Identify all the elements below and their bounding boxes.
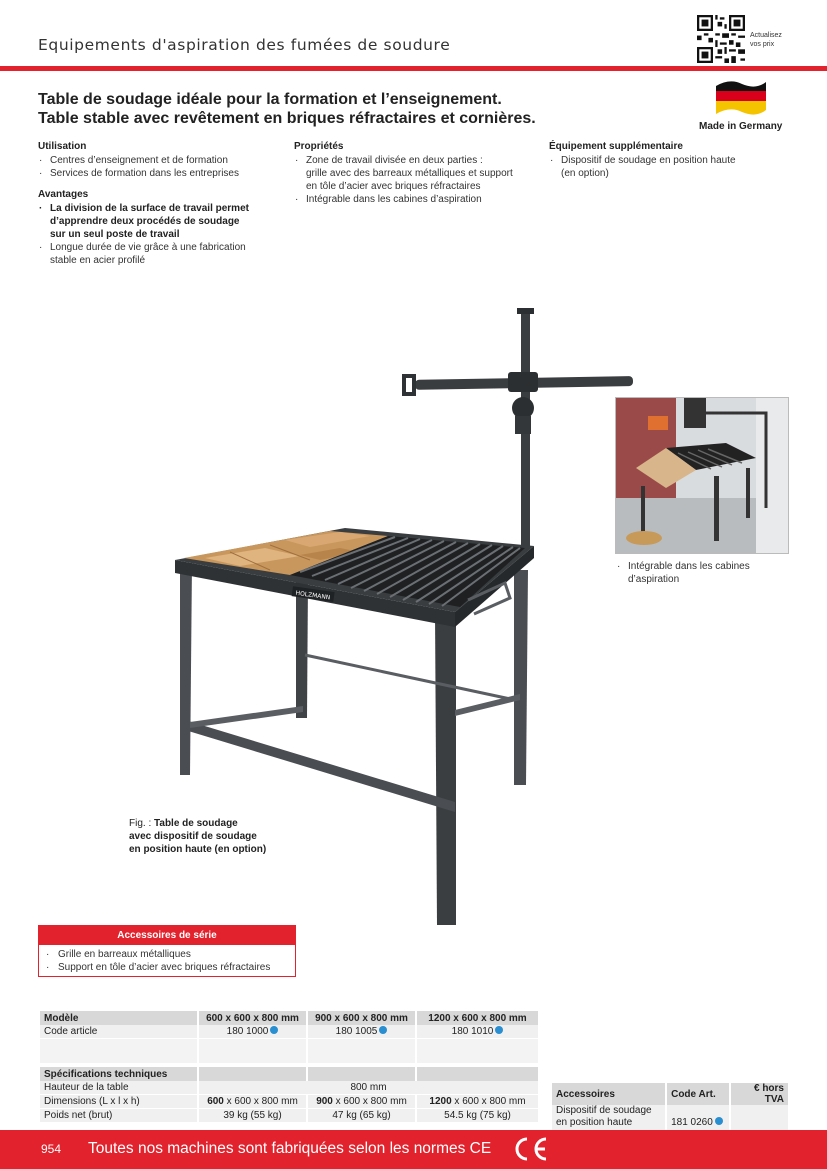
proprietes-item xyxy=(294,154,544,193)
accessory-name-line: Dispositif de soudage xyxy=(556,1105,652,1116)
proprietes-item-line: grille avec des barreaux métalliques et support xyxy=(306,168,513,179)
product-headline xyxy=(38,90,536,128)
equipement-heading: Équipement supplémentaire xyxy=(549,141,683,152)
fig-caption-line3: en position haute (en option) xyxy=(129,844,267,855)
footer-text: Toutes nos machines sont fabriquées selon les normes CE xyxy=(88,1140,492,1157)
headline-line1: Table de soudage idéale pour la formation et l’enseignement. xyxy=(38,91,502,108)
avantages-item xyxy=(38,202,278,241)
column-proprietes xyxy=(294,140,544,206)
avantages-heading: Avantages xyxy=(38,189,89,200)
standard-accessories-title: Accessoires de série xyxy=(39,926,295,945)
equipement-item-line: · Dispositif de soudage en position haute xyxy=(561,155,736,166)
code-cell[interactable] xyxy=(199,1025,306,1039)
specification-table xyxy=(38,1011,540,1123)
photo-caption xyxy=(616,560,750,586)
proprietes-item-line: · Zone de travail divisée en deux parties : xyxy=(306,155,483,166)
brand-plate-text: HOLZMANN xyxy=(295,589,331,602)
accessory-code[interactable] xyxy=(667,1105,728,1130)
dimensions-cell xyxy=(308,1095,415,1109)
fig-prefix: Fig. : xyxy=(129,818,155,829)
headline-line2: Table stable avec revêtement en briques réfractaires et cornières. xyxy=(38,110,536,127)
dimensions-label: Dimensions (L x l x h) xyxy=(40,1095,197,1109)
dimension-length: 600 xyxy=(207,1096,224,1107)
dimensions-cell xyxy=(199,1095,306,1109)
installed-in-booth-photo xyxy=(615,397,789,554)
dimension-rest: x 600 x 800 mm xyxy=(451,1096,526,1107)
utilisation-heading: Utilisation xyxy=(38,141,87,152)
code-value: 180 1000 xyxy=(226,1026,269,1037)
accessory-code-value: 181 0260 xyxy=(671,1117,713,1128)
accessory-price xyxy=(731,1105,788,1130)
booth-photo-image xyxy=(616,398,789,554)
page-header-title: Equipements d'aspiration des fumées de soudure xyxy=(38,36,451,54)
avantages-item-line: · La division de la surface de travail permet xyxy=(50,203,249,214)
price-header: € hors TVA xyxy=(731,1083,788,1105)
code-cell[interactable] xyxy=(308,1025,415,1039)
info-dot-icon[interactable] xyxy=(715,1117,723,1125)
table-row xyxy=(40,1051,538,1063)
accessory-name-line: en position haute xyxy=(556,1117,633,1128)
proprietes-heading: Propriétés xyxy=(294,141,344,152)
qr-code-icon[interactable] xyxy=(697,15,745,63)
header-red-rule xyxy=(0,66,827,71)
dimension-length: 900 xyxy=(316,1096,333,1107)
table-row xyxy=(40,1067,538,1081)
column-equipement xyxy=(549,140,789,180)
standard-accessories-box xyxy=(38,925,296,977)
accessories-table xyxy=(550,1083,790,1130)
height-label: Hauteur de la table xyxy=(40,1081,197,1095)
utilisation-item: · Centres d’enseignement et de formation xyxy=(38,154,278,167)
proprietes-item-line: en tôle d’acier avec briques réfractaires xyxy=(306,181,481,192)
table-row xyxy=(40,1095,538,1109)
page-footer xyxy=(0,1130,827,1169)
table-row xyxy=(40,1011,538,1025)
standard-accessory-item: · Grille en barreaux métalliques xyxy=(45,948,295,961)
qr-label xyxy=(750,31,782,49)
code-cell[interactable] xyxy=(417,1025,538,1039)
proprietes-item-line: · Intégrable dans les cabines d’aspiration xyxy=(306,194,482,205)
model-cell: 900 x 600 x 800 mm xyxy=(308,1011,415,1025)
table-row xyxy=(552,1105,788,1130)
info-dot-icon[interactable] xyxy=(270,1026,278,1034)
code-art-header: Code Art. xyxy=(667,1083,728,1105)
weight-cell: 39 kg (55 kg) xyxy=(199,1109,306,1123)
code-value: 180 1010 xyxy=(451,1026,494,1037)
table-row xyxy=(40,1109,538,1123)
standard-accessory-item: · Support en tôle d’acier avec briques réfractaires xyxy=(45,961,295,974)
code-label: Code article xyxy=(40,1025,197,1039)
qr-label-line1: Actualisez xyxy=(750,32,782,39)
photo-caption-line: · Intégrable dans les cabines xyxy=(628,561,750,572)
column-utilisation-avantages xyxy=(38,140,278,267)
model-label: Modèle xyxy=(40,1011,197,1025)
photo-caption-line: d’aspiration xyxy=(628,574,680,585)
weight-cell: 47 kg (65 kg) xyxy=(308,1109,415,1123)
avantages-item xyxy=(38,241,278,267)
info-dot-icon[interactable] xyxy=(495,1026,503,1034)
fig-caption-line2: avec dispositif de soudage xyxy=(129,831,257,842)
german-flag-icon xyxy=(712,76,770,120)
dimension-rest: x 600 x 800 mm xyxy=(223,1096,298,1107)
equipement-item xyxy=(549,154,789,180)
equipement-item-line: (en option) xyxy=(561,168,609,179)
ce-mark-icon xyxy=(510,1136,550,1162)
tech-spec-label: Spécifications techniques xyxy=(40,1067,197,1081)
accessory-name xyxy=(552,1105,665,1130)
dimensions-cell xyxy=(417,1095,538,1109)
table-row xyxy=(40,1039,538,1051)
code-value: 180 1005 xyxy=(335,1026,378,1037)
page-number: 954 xyxy=(41,1142,62,1156)
weight-cell: 54.5 kg (75 kg) xyxy=(417,1109,538,1123)
avantages-item-line: stable en acier profilé xyxy=(50,255,146,266)
weight-label: Poids net (brut) xyxy=(40,1109,197,1123)
avantages-item-line: · Longue durée de vie grâce à une fabrication xyxy=(50,242,246,253)
avantages-item-line: sur un seul poste de travail xyxy=(50,229,180,240)
info-dot-icon[interactable] xyxy=(379,1026,387,1034)
photo-caption-item xyxy=(616,560,750,586)
model-cell: 600 x 600 x 800 mm xyxy=(199,1011,306,1025)
utilisation-item: · Services de formation dans les entreprises xyxy=(38,167,278,180)
qr-label-line2: vos prix xyxy=(750,41,775,48)
model-cell: 1200 x 600 x 800 mm xyxy=(417,1011,538,1025)
accessories-header: Accessoires xyxy=(552,1083,665,1105)
dimension-length: 1200 xyxy=(429,1096,452,1107)
fig-caption-line1: Table de soudage xyxy=(154,818,238,829)
made-in-badge: Made in Germany xyxy=(699,121,783,132)
figure-caption xyxy=(129,817,266,856)
table-row xyxy=(40,1025,538,1039)
height-value: 800 mm xyxy=(199,1081,538,1095)
table-row xyxy=(40,1081,538,1095)
table-row xyxy=(552,1083,788,1105)
dimension-rest: x 600 x 800 mm xyxy=(332,1096,407,1107)
avantages-item-line: d’apprendre deux procédés de soudage xyxy=(50,216,240,227)
proprietes-item xyxy=(294,193,544,206)
